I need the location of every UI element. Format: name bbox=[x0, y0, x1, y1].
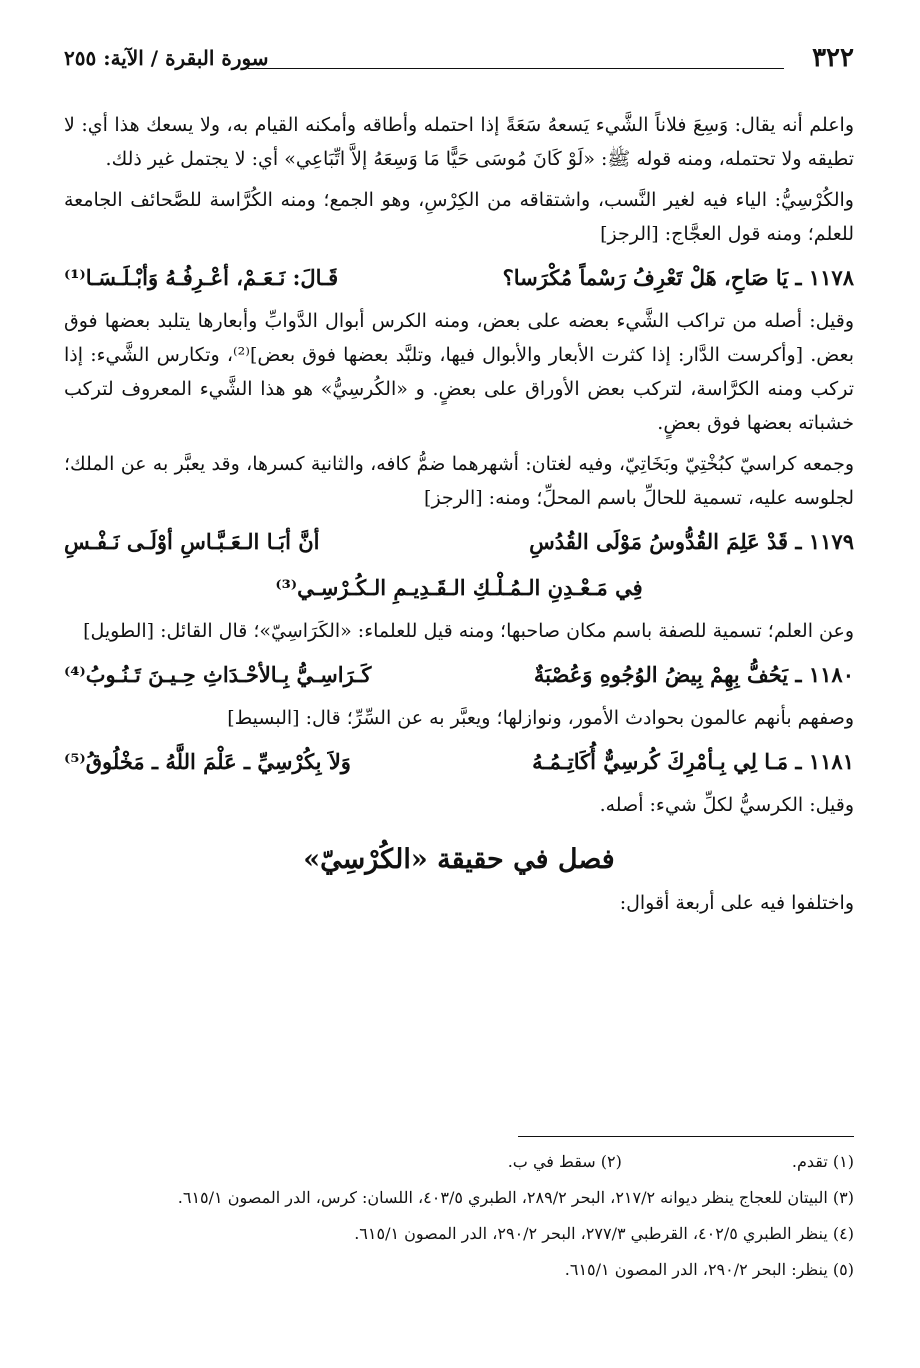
verse-hemistich: ١١٧٩ ـ قَدْ عَلِمَ القُدُّوسُ مَوْلَى القُدُسِ bbox=[529, 529, 854, 554]
footnote-1: (١) تقدم. bbox=[791, 1152, 854, 1171]
page-number: ٣٢٢ bbox=[812, 43, 854, 73]
paragraph: وقيل: أصله من تراكب الشَّيء بعضه على بعض، ومنه الكرس أبوال الدَّوابِّ وأبعارها يتلبد بعضها فوق بعض. [وأكرست الدَّار: إذا كثرت الأبعار والأبوال فيها، وتلبَّد بعضها فوق بعض]⁽²⁾، وتكارس الشَّيء: إذا تركب ومنه الكرَّاسة، لتركب بعض الأوراق على بعضٍ. و «الكُرسِيُّ» هو هذا الشَّيء المعروف لتركب خشباته بعضها فوق بعضٍ. bbox=[64, 310, 854, 434]
footnote-2: (٢) سقط في ب. bbox=[507, 1152, 622, 1171]
verse-hemistich: كَـرَاسِـيُّ بِـالأحْـدَاثِ حِـيـنَ تَـنُـوبُ⁽⁴⁾ bbox=[64, 662, 372, 687]
verse-hemistich: وَلاَ بِكُرْسِيِّ ـ عَلْمَ اللَّهُ ـ مَخْلُوقُ⁽⁵⁾ bbox=[64, 749, 351, 774]
paragraph: وقيل: الكرسيُّ لكلِّ شيء: أصله. bbox=[599, 794, 854, 816]
footnote-row bbox=[64, 1148, 854, 1176]
footnote-spacer bbox=[622, 1148, 792, 1176]
main-text bbox=[64, 108, 854, 927]
paragraph: والكُرْسِيُّ: الياء فيه لغير النَّسب، واشتقاقه من الكِرْسِ، وهو الجمع؛ ومنه الكُرَّاسة للصَّحائف الجامعة للعلم؛ ومنه قول العجَّاج: [الرجز] bbox=[64, 189, 854, 245]
verse-hemistich: فِي مَـعْـدِنِ الـمُـلْـكِ الـقَـدِيـمِ الـكُـرْسِـي⁽³⁾ bbox=[275, 575, 643, 600]
section-heading: فصل في حقيقة «الكُرْسِيّ» bbox=[303, 844, 615, 875]
paragraph: وعن العلم؛ تسمية للصفة باسم مكان صاحبها؛ ومنه قيل للعلماء: «الكَرَاسِيّ»؛ قال القائل: [الطويل] bbox=[83, 620, 854, 642]
verse-hemistich: أنَّ أبَـا الـعَـبَّـاسِ أوْلَـى نَـفْـسِ bbox=[64, 529, 320, 554]
verse-hemistich: ١١٨١ ـ مَـا لِي بِـأمْرِكَ كُرسِيٌّ أُكَاتِـمُـهُ bbox=[532, 749, 854, 774]
footnotes bbox=[64, 1148, 854, 1292]
paragraph: وجمعه كراسيّ كبُخْتِيّ وبَخَاتِيّ، وفيه لغتان: أشهرهما ضمُّ كافه، والثانية كسرها، وقد يعبَّر به عن الملك؛ لجلوسه عليه، تسمية للحالِّ باسم المحلِّ؛ ومنه: [الرجز] bbox=[64, 453, 854, 509]
verse-1179-continued bbox=[64, 568, 854, 608]
verse-hemistich: ١١٨٠ ـ يَحُفُّ بِهِمْ بِيضُ الوُجُوهِ وَعُصْبَةٌ bbox=[533, 662, 854, 687]
header-rule bbox=[248, 68, 784, 69]
verse-1178 bbox=[64, 258, 854, 298]
verse-1180 bbox=[64, 655, 854, 695]
footnote-rule bbox=[518, 1136, 854, 1137]
paragraph: وصفهم بأنهم عالمون بحوادث الأمور، ونوازلها؛ ويعبَّر به عن السِّرِّ؛ قال: [البسيط] bbox=[227, 707, 854, 729]
verse-1181 bbox=[64, 742, 854, 782]
page-header bbox=[64, 40, 854, 76]
verse-hemistich: قَـالَ: نَـعَـمْ، أعْـرِفُـهُ وَأبْـلَـسَـا⁽¹⁾ bbox=[64, 265, 339, 290]
footnote-4: (٤) ينظر الطبري ٤٠٢/٥، القرطبي ٢٧٧/٣، البحر ٢٩٠/٢، الدر المصون ٦١٥/١. bbox=[354, 1224, 854, 1243]
footnote-3: (٣) البيتان للعجاج ينظر ديوانه ٢١٧/٢، البحر ٢٨٩/٢، الطبري ٤٠٣/٥، اللسان: كرس، الدر المصون ٦١٥/١. bbox=[177, 1188, 854, 1207]
paragraph: واعلم أنه يقال: وَسِعَ فلاناً الشَّيء يَسعهُ سَعَةً إذا احتمله وأطاقه وأمكنه القيام به، ولا يسعك هذا أي: لا تطيقه ولا تحتمله، ومنه قوله ﷺ: «لَوْ كَانَ مُوسَى حَيًّا مَا وَسِعَهُ إلاَّ اتِّبَاعِي» أي: لا يجتمل غير ذلك. bbox=[64, 114, 854, 170]
running-title: سورة البقرة / الآية: ٢٥٥ bbox=[64, 46, 269, 70]
paragraph: واختلفوا فيه على أربعة أقوال: bbox=[619, 892, 854, 914]
verse-1179 bbox=[64, 522, 854, 562]
footnote-5: (٥) ينظر: البحر ٢٩٠/٢، الدر المصون ٦١٥/١. bbox=[564, 1260, 854, 1279]
verse-hemistich: ١١٧٨ ـ يَا صَاحِ، هَلْ تَعْرِفُ رَسْماً مُكْرَسا؟ bbox=[502, 265, 854, 290]
